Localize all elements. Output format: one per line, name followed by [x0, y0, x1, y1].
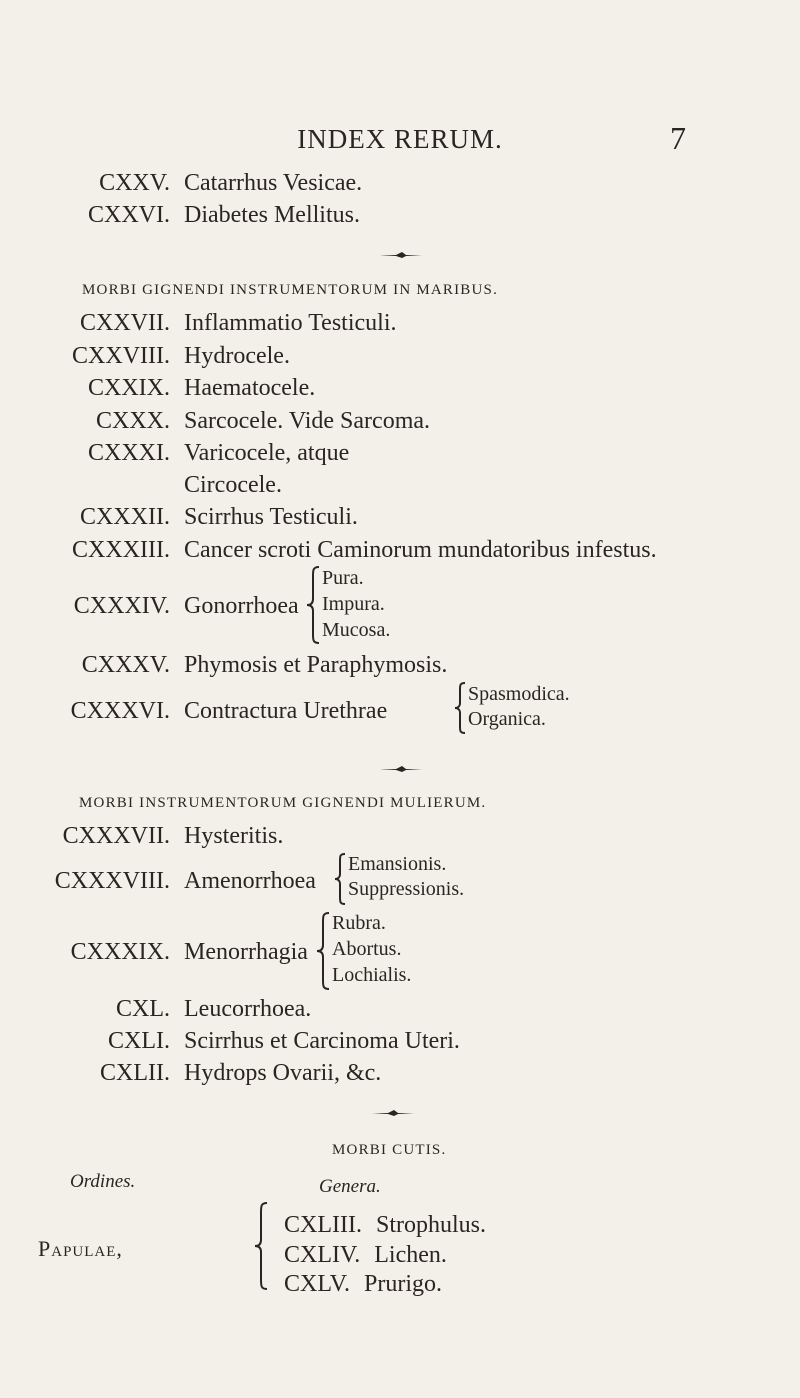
ornament-divider [380, 252, 422, 258]
list-item [0, 696, 800, 726]
entry-text: Gonorrhoea [184, 593, 299, 619]
entry-text: Circocele. [184, 472, 282, 498]
entry-number: CXLI. [108, 1028, 170, 1054]
entry-text: Sarcocele. Vide Sarcoma. [184, 408, 431, 434]
subtype-label: Impura. [322, 593, 385, 615]
list-item-continuation [0, 470, 800, 500]
entry-number: CXLV. [284, 1271, 351, 1297]
entry-text: Diabetes Mellitus. [184, 202, 360, 228]
brace-icon [316, 912, 330, 990]
entry-text: Inflammatio Testiculi. [184, 310, 397, 336]
entry-number: CXXXII. [80, 504, 170, 530]
entry-number: CXXXIII. [72, 537, 170, 563]
entry-text: Lichen. [374, 1242, 447, 1268]
section-heading: MORBI GIGNENDI INSTRUMENTORUM IN MARIBUS. [82, 282, 499, 298]
list-item [0, 438, 800, 468]
running-header: INDEX RERUM. [297, 124, 503, 154]
ornament-divider [380, 766, 422, 772]
subtype-label: Pura. [322, 567, 364, 589]
subtype-label: Lochialis. [332, 964, 412, 986]
entry-text: Haematocele. [184, 375, 316, 401]
entry-text: Hydrops Ovarii, &c. [184, 1060, 382, 1086]
entry-text: Varicocele, atque [184, 440, 350, 466]
entry-text: Amenorrhoea [184, 868, 316, 894]
entry-number: CXXVII. [80, 310, 170, 336]
list-item [0, 373, 800, 403]
entry-text: Scirrhus et Carcinoma Uteri. [184, 1028, 460, 1054]
entry-text: Leucorrhoea. [184, 996, 312, 1022]
subtype-label: Emansionis. [348, 853, 447, 875]
entry-text: Contractura Urethrae [184, 698, 388, 724]
entry-text: Prurigo. [364, 1271, 443, 1297]
entry-number: CXXX. [95, 408, 170, 434]
list-item [0, 200, 800, 230]
entry-number: CXXXV. [81, 652, 170, 678]
list-item [0, 341, 800, 371]
page-number: 7 [670, 120, 686, 156]
brace-icon [334, 853, 346, 905]
list-item [284, 1210, 684, 1240]
ornament-divider [372, 1110, 414, 1116]
entry-number: CXXXI. [88, 440, 170, 466]
list-item [0, 1026, 800, 1056]
subtype-label: Spasmodica. [468, 683, 570, 705]
entry-text: Menorrhagia [184, 939, 308, 965]
section-heading: MORBI INSTRUMENTORUM GIGNENDI MULIERUM. [79, 795, 487, 811]
entry-text: Hysteritis. [184, 823, 284, 849]
entry-number: CXXVI. [88, 202, 170, 228]
order-label: Papulae, [38, 1236, 123, 1261]
entry-number: CXXXVI. [70, 698, 170, 724]
entry-number: CXLIII. [284, 1212, 362, 1238]
entry-number: CXXIX. [88, 375, 170, 401]
entry-number: CXXXVII. [62, 823, 170, 849]
list-item [0, 502, 800, 532]
list-item [0, 591, 800, 621]
entry-number: CXXXVIII. [54, 868, 170, 894]
entry-text: Scirrhus Testiculi. [184, 504, 358, 530]
list-item [0, 650, 800, 680]
list-item [0, 308, 800, 338]
entry-number: CXLIV. [284, 1242, 361, 1268]
entry-text: Catarrhus Vesicae. [184, 170, 363, 196]
entry-text: Strophulus. [375, 1212, 486, 1238]
subtype-label: Mucosa. [322, 619, 391, 641]
entry-number: CXXVIII. [72, 343, 170, 369]
subtype-label: Abortus. [332, 938, 402, 960]
subtype-label: Organica. [468, 708, 546, 730]
list-item [0, 994, 800, 1024]
column-header-ordines: Ordines. [70, 1171, 136, 1192]
entry-number: CXLII. [100, 1060, 170, 1086]
list-item [0, 168, 800, 198]
entry-text: Hydrocele. [184, 343, 290, 369]
entry-text: Phymosis et Paraphymosis. [184, 652, 448, 678]
subtype-label: Suppressionis. [348, 878, 465, 900]
brace-icon [306, 566, 320, 644]
column-header-genera: Genera. [319, 1176, 381, 1197]
brace-icon [454, 682, 466, 734]
list-item [0, 535, 800, 565]
list-item [284, 1240, 684, 1270]
list-item [0, 821, 800, 851]
brace-icon [254, 1202, 268, 1290]
entry-number: CXXV. [99, 170, 170, 196]
entry-number: CXXXIX. [70, 939, 170, 965]
list-item [0, 406, 800, 436]
section-heading: MORBI CUTIS. [332, 1142, 447, 1158]
entry-number: CXXXIV. [73, 593, 170, 619]
subtype-label: Rubra. [332, 912, 386, 934]
list-item [0, 1058, 800, 1088]
entry-number: CXL. [116, 996, 170, 1022]
list-item [284, 1269, 684, 1299]
entry-text: Cancer scroti Caminorum mundatoribus infestus. [184, 537, 657, 563]
